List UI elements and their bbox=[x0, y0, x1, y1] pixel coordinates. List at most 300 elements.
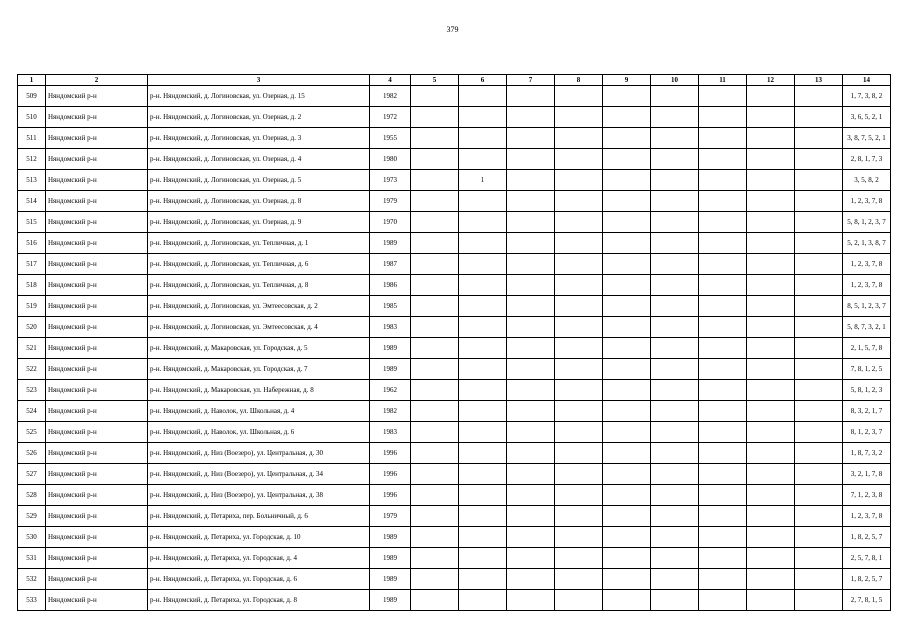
table-cell: 1989 bbox=[370, 527, 411, 548]
table-cell bbox=[411, 569, 459, 590]
table-cell bbox=[603, 569, 651, 590]
table-cell bbox=[507, 275, 555, 296]
table-cell: Няндомский р-н bbox=[46, 86, 148, 107]
table-cell bbox=[603, 149, 651, 170]
table-row bbox=[18, 296, 891, 317]
table-cell bbox=[795, 254, 843, 275]
table-cell bbox=[651, 485, 699, 506]
table-cell: 1979 bbox=[370, 506, 411, 527]
table-cell bbox=[555, 233, 603, 254]
table-cell: р-н. Няндомский, д. Петариха, ул. Городская, д. 10 bbox=[148, 527, 370, 548]
table-cell: 523 bbox=[18, 380, 46, 401]
table-cell bbox=[507, 401, 555, 422]
table-cell bbox=[795, 548, 843, 569]
table-cell: р-н. Няндомский, д. Наволок, ул. Школьная, д. 6 bbox=[148, 422, 370, 443]
table-row bbox=[18, 212, 891, 233]
table-cell bbox=[651, 107, 699, 128]
table-cell bbox=[459, 359, 507, 380]
table-cell: р-н. Няндомский, д. Логиновская, ул. Озерная, д. 3 bbox=[148, 128, 370, 149]
table-cell: 1973 bbox=[370, 170, 411, 191]
table-cell: 510 bbox=[18, 107, 46, 128]
table-cell bbox=[507, 569, 555, 590]
table-cell: Няндомский р-н bbox=[46, 317, 148, 338]
table-row bbox=[18, 191, 891, 212]
table-cell bbox=[747, 527, 795, 548]
table-cell: 2, 8, 1, 7, 3 bbox=[843, 149, 891, 170]
table-cell bbox=[747, 401, 795, 422]
table-cell bbox=[411, 170, 459, 191]
table-cell bbox=[747, 317, 795, 338]
table-cell bbox=[603, 359, 651, 380]
table-cell bbox=[795, 107, 843, 128]
table-cell: 519 bbox=[18, 296, 46, 317]
table-cell: 1989 bbox=[370, 590, 411, 611]
table-cell: 521 bbox=[18, 338, 46, 359]
table-cell: Няндомский р-н bbox=[46, 275, 148, 296]
table-row bbox=[18, 338, 891, 359]
table-cell: р-н. Няндомский, д. Логиновская, ул. Озерная, д. 2 bbox=[148, 107, 370, 128]
table-cell bbox=[795, 233, 843, 254]
table-cell bbox=[795, 86, 843, 107]
table-cell bbox=[507, 149, 555, 170]
table-row bbox=[18, 527, 891, 548]
table-cell bbox=[411, 359, 459, 380]
table-cell: 531 bbox=[18, 548, 46, 569]
table-cell bbox=[699, 254, 747, 275]
table-cell: 1987 bbox=[370, 254, 411, 275]
table-cell bbox=[795, 485, 843, 506]
table-cell: 3, 5, 8, 2 bbox=[843, 170, 891, 191]
table-cell bbox=[795, 527, 843, 548]
table-cell bbox=[603, 86, 651, 107]
table-cell bbox=[603, 275, 651, 296]
table-row bbox=[18, 548, 891, 569]
table-cell: 8, 3, 2, 1, 7 bbox=[843, 401, 891, 422]
table-cell: Няндомский р-н bbox=[46, 128, 148, 149]
table-cell bbox=[603, 338, 651, 359]
table-cell: Няндомский р-н bbox=[46, 380, 148, 401]
table-cell bbox=[507, 86, 555, 107]
table-cell bbox=[699, 296, 747, 317]
table-cell bbox=[699, 380, 747, 401]
table-cell bbox=[555, 527, 603, 548]
table-cell bbox=[603, 317, 651, 338]
table-cell bbox=[411, 275, 459, 296]
table-row bbox=[18, 485, 891, 506]
table-cell bbox=[651, 338, 699, 359]
table-cell bbox=[459, 317, 507, 338]
table-cell bbox=[411, 86, 459, 107]
table-cell bbox=[507, 338, 555, 359]
table-cell: 512 bbox=[18, 149, 46, 170]
table-cell: Няндомский р-н bbox=[46, 149, 148, 170]
table-cell: 2, 5, 7, 8, 1 bbox=[843, 548, 891, 569]
table-cell bbox=[603, 212, 651, 233]
table-cell: Няндомский р-н bbox=[46, 254, 148, 275]
table-cell bbox=[747, 569, 795, 590]
table-cell: 1986 bbox=[370, 275, 411, 296]
table-cell: Няндомский р-н bbox=[46, 212, 148, 233]
table-cell bbox=[507, 128, 555, 149]
table-cell bbox=[603, 107, 651, 128]
column-header: 7 bbox=[507, 75, 555, 86]
table-cell: р-н. Няндомский, д. Петариха, пер. Больничный, д. 6 bbox=[148, 506, 370, 527]
table-cell bbox=[603, 527, 651, 548]
table-cell: 7, 1, 2, 3, 8 bbox=[843, 485, 891, 506]
table-cell bbox=[603, 254, 651, 275]
table-cell bbox=[603, 506, 651, 527]
table-cell bbox=[603, 464, 651, 485]
table-cell bbox=[411, 443, 459, 464]
table-cell bbox=[555, 254, 603, 275]
table-cell bbox=[459, 380, 507, 401]
table-cell bbox=[603, 443, 651, 464]
table-cell bbox=[459, 569, 507, 590]
table-cell bbox=[555, 506, 603, 527]
table-cell bbox=[555, 86, 603, 107]
table-cell bbox=[699, 107, 747, 128]
table-cell bbox=[795, 338, 843, 359]
table-cell: 1, 2, 3, 7, 8 bbox=[843, 191, 891, 212]
table-cell bbox=[507, 590, 555, 611]
table-cell: 3, 6, 5, 2, 1 bbox=[843, 107, 891, 128]
table-cell bbox=[411, 548, 459, 569]
table-cell bbox=[747, 590, 795, 611]
table-cell: 511 bbox=[18, 128, 46, 149]
column-header: 8 bbox=[555, 75, 603, 86]
table-cell bbox=[795, 170, 843, 191]
table-cell bbox=[603, 422, 651, 443]
table-row bbox=[18, 359, 891, 380]
table-cell: 509 bbox=[18, 86, 46, 107]
table-cell: 528 bbox=[18, 485, 46, 506]
table-cell: р-н. Няндомский, д. Логиновская, ул. Озерная, д. 9 bbox=[148, 212, 370, 233]
table-cell: 2, 1, 5, 7, 8 bbox=[843, 338, 891, 359]
table-row bbox=[18, 149, 891, 170]
table-cell: Няндомский р-н bbox=[46, 107, 148, 128]
table-cell bbox=[699, 149, 747, 170]
table-cell bbox=[747, 254, 795, 275]
table-cell: р-н. Няндомский, д. Логиновская, ул. Эмтеесовская, д. 2 bbox=[148, 296, 370, 317]
table-body bbox=[18, 86, 891, 611]
table-cell bbox=[603, 233, 651, 254]
table-cell bbox=[411, 506, 459, 527]
table-cell bbox=[603, 401, 651, 422]
table-cell bbox=[411, 464, 459, 485]
table-cell: 530 bbox=[18, 527, 46, 548]
table-cell: р-н. Няндомский, д. Логиновская, ул. Озерная, д. 4 bbox=[148, 149, 370, 170]
table-cell bbox=[747, 359, 795, 380]
table-cell bbox=[651, 527, 699, 548]
table-cell: 5, 8, 1, 2, 3 bbox=[843, 380, 891, 401]
table-cell bbox=[411, 212, 459, 233]
table-cell bbox=[651, 443, 699, 464]
table-cell bbox=[699, 590, 747, 611]
table-cell bbox=[651, 191, 699, 212]
table-cell: Няндомский р-н bbox=[46, 359, 148, 380]
table-cell bbox=[795, 212, 843, 233]
table-cell: 5, 8, 1, 2, 3, 7 bbox=[843, 212, 891, 233]
table-cell bbox=[555, 338, 603, 359]
table-cell bbox=[699, 170, 747, 191]
table-cell: 2, 7, 8, 1, 5 bbox=[843, 590, 891, 611]
table-cell bbox=[555, 317, 603, 338]
table-cell: 529 bbox=[18, 506, 46, 527]
table-cell: 1 bbox=[459, 170, 507, 191]
table-cell bbox=[651, 275, 699, 296]
table-cell: Няндомский р-н bbox=[46, 401, 148, 422]
table-cell: 1, 2, 3, 7, 8 bbox=[843, 254, 891, 275]
column-header: 13 bbox=[795, 75, 843, 86]
table-cell bbox=[411, 485, 459, 506]
table-cell: 513 bbox=[18, 170, 46, 191]
table-cell bbox=[651, 212, 699, 233]
table-cell bbox=[747, 380, 795, 401]
table-cell bbox=[603, 296, 651, 317]
table-cell: р-н. Няндомский, д. Петариха, ул. Городская, д. 8 bbox=[148, 590, 370, 611]
table-cell bbox=[699, 275, 747, 296]
table-cell: р-н. Няндомский, д. Логиновская, ул. Озерная, д. 8 bbox=[148, 191, 370, 212]
table-cell: 1982 bbox=[370, 401, 411, 422]
table-cell bbox=[795, 149, 843, 170]
table-cell bbox=[507, 527, 555, 548]
table-cell: 532 bbox=[18, 569, 46, 590]
table-cell bbox=[699, 485, 747, 506]
table-row bbox=[18, 233, 891, 254]
table-cell bbox=[555, 275, 603, 296]
table-row bbox=[18, 128, 891, 149]
table-cell bbox=[555, 128, 603, 149]
table-cell: р-н. Няндомский, д. Логиновская, ул. Тепличная, д. 1 bbox=[148, 233, 370, 254]
table-cell: 1982 bbox=[370, 86, 411, 107]
table-cell bbox=[555, 485, 603, 506]
table-cell bbox=[459, 443, 507, 464]
table-cell: Няндомский р-н bbox=[46, 443, 148, 464]
table-cell bbox=[411, 149, 459, 170]
table-cell bbox=[459, 128, 507, 149]
table-cell bbox=[555, 443, 603, 464]
table-cell bbox=[507, 212, 555, 233]
table-cell: 515 bbox=[18, 212, 46, 233]
table-cell: р-н. Няндомский, д. Логиновская, ул. Тепличная, д. 6 bbox=[148, 254, 370, 275]
table-row bbox=[18, 590, 891, 611]
table-row bbox=[18, 107, 891, 128]
table-row bbox=[18, 569, 891, 590]
table-cell bbox=[699, 569, 747, 590]
column-header: 4 bbox=[370, 75, 411, 86]
table-cell bbox=[459, 86, 507, 107]
table-cell: Няндомский р-н bbox=[46, 506, 148, 527]
table-cell bbox=[507, 191, 555, 212]
table-cell bbox=[795, 422, 843, 443]
register-table bbox=[17, 74, 891, 611]
table-cell bbox=[795, 317, 843, 338]
table-cell: 1983 bbox=[370, 317, 411, 338]
table-cell bbox=[603, 128, 651, 149]
table-cell: 1989 bbox=[370, 569, 411, 590]
table-cell bbox=[411, 128, 459, 149]
table-cell bbox=[507, 359, 555, 380]
table-cell: 1989 bbox=[370, 233, 411, 254]
table-cell bbox=[651, 359, 699, 380]
table-cell: 1996 bbox=[370, 464, 411, 485]
table-cell bbox=[795, 569, 843, 590]
column-header: 11 bbox=[699, 75, 747, 86]
column-header: 1 bbox=[18, 75, 46, 86]
table-cell: р-н. Няндомский, д. Низ (Воезеро), ул. Центральная, д. 34 bbox=[148, 464, 370, 485]
table-cell: р-н. Няндомский, д. Макаровская, ул. Набережная, д. 8 bbox=[148, 380, 370, 401]
table-cell bbox=[507, 317, 555, 338]
table-cell bbox=[411, 317, 459, 338]
table-row bbox=[18, 401, 891, 422]
table-cell: 525 bbox=[18, 422, 46, 443]
table-cell bbox=[699, 359, 747, 380]
table-cell bbox=[459, 233, 507, 254]
table-cell: р-н. Няндомский, д. Петариха, ул. Городская, д. 6 bbox=[148, 569, 370, 590]
table-cell bbox=[411, 338, 459, 359]
table-cell bbox=[459, 422, 507, 443]
table-cell bbox=[411, 296, 459, 317]
table-cell bbox=[747, 233, 795, 254]
table-cell bbox=[795, 359, 843, 380]
table-cell: Няндомский р-н bbox=[46, 233, 148, 254]
table-cell: 1979 bbox=[370, 191, 411, 212]
table-cell bbox=[507, 422, 555, 443]
table-cell bbox=[459, 275, 507, 296]
table-header-row bbox=[18, 75, 891, 86]
table-cell: р-н. Няндомский, д. Низ (Воезеро), ул. Центральная, д. 30 bbox=[148, 443, 370, 464]
table-cell: 514 bbox=[18, 191, 46, 212]
column-header: 2 bbox=[46, 75, 148, 86]
table-cell: 1985 bbox=[370, 296, 411, 317]
table-cell bbox=[555, 296, 603, 317]
table-cell bbox=[603, 485, 651, 506]
table-cell: 516 bbox=[18, 233, 46, 254]
table-cell bbox=[699, 527, 747, 548]
table-cell bbox=[603, 170, 651, 191]
table-cell: р-н. Няндомский, д. Логиновская, ул. Озерная, д. 5 bbox=[148, 170, 370, 191]
table-cell bbox=[411, 590, 459, 611]
table-cell: 1, 8, 2, 5, 7 bbox=[843, 569, 891, 590]
column-header: 5 bbox=[411, 75, 459, 86]
table-cell: Няндомский р-н bbox=[46, 191, 148, 212]
column-header: 3 bbox=[148, 75, 370, 86]
table-row bbox=[18, 275, 891, 296]
table-cell bbox=[651, 380, 699, 401]
table-cell bbox=[459, 485, 507, 506]
table-cell: р-н. Няндомский, д. Логиновская, ул. Эмтеесовская, д. 4 bbox=[148, 317, 370, 338]
table-cell bbox=[459, 254, 507, 275]
table-cell: 1, 8, 7, 3, 2 bbox=[843, 443, 891, 464]
table-cell bbox=[747, 548, 795, 569]
table-cell: Няндомский р-н bbox=[46, 422, 148, 443]
table-cell bbox=[507, 485, 555, 506]
table-cell: Няндомский р-н bbox=[46, 548, 148, 569]
table-cell bbox=[795, 464, 843, 485]
table-cell bbox=[699, 422, 747, 443]
table-cell bbox=[699, 506, 747, 527]
table-cell bbox=[651, 254, 699, 275]
table-cell bbox=[555, 464, 603, 485]
table-cell bbox=[795, 401, 843, 422]
table-cell bbox=[459, 548, 507, 569]
table-cell bbox=[507, 233, 555, 254]
table-cell bbox=[555, 149, 603, 170]
table-row bbox=[18, 86, 891, 107]
table-cell bbox=[651, 590, 699, 611]
table-cell bbox=[747, 443, 795, 464]
table-row bbox=[18, 170, 891, 191]
table-cell bbox=[699, 191, 747, 212]
table-cell bbox=[747, 485, 795, 506]
table-cell: р-н. Няндомский, д. Наволок, ул. Школьная, д. 4 bbox=[148, 401, 370, 422]
table-cell bbox=[555, 548, 603, 569]
table-cell bbox=[699, 212, 747, 233]
table-cell bbox=[555, 212, 603, 233]
table-cell: 8, 5, 1, 2, 3, 7 bbox=[843, 296, 891, 317]
table-cell bbox=[411, 527, 459, 548]
table-cell bbox=[507, 170, 555, 191]
table-cell bbox=[507, 464, 555, 485]
table-cell bbox=[555, 380, 603, 401]
table-cell bbox=[651, 464, 699, 485]
table-cell: 1962 bbox=[370, 380, 411, 401]
table-cell bbox=[459, 590, 507, 611]
table-cell bbox=[795, 296, 843, 317]
table-cell bbox=[651, 401, 699, 422]
table-cell bbox=[699, 443, 747, 464]
table-cell: 1972 bbox=[370, 107, 411, 128]
table-cell bbox=[459, 296, 507, 317]
column-header: 9 bbox=[603, 75, 651, 86]
table-cell: 5, 2, 1, 3, 8, 7 bbox=[843, 233, 891, 254]
table-cell bbox=[747, 338, 795, 359]
table-cell: Няндомский р-н bbox=[46, 338, 148, 359]
table-cell: 3, 8, 7, 5, 2, 1 bbox=[843, 128, 891, 149]
table-cell: 1, 2, 3, 7, 8 bbox=[843, 275, 891, 296]
table-cell: р-н. Няндомский, д. Петариха, ул. Городская, д. 4 bbox=[148, 548, 370, 569]
table-cell bbox=[651, 422, 699, 443]
table-cell bbox=[651, 548, 699, 569]
table-cell bbox=[555, 359, 603, 380]
table-row bbox=[18, 464, 891, 485]
table-cell: Няндомский р-н bbox=[46, 170, 148, 191]
table-cell bbox=[459, 527, 507, 548]
page-number: 379 bbox=[446, 25, 459, 34]
table-cell bbox=[555, 191, 603, 212]
table-cell bbox=[411, 380, 459, 401]
table-cell bbox=[795, 275, 843, 296]
table-cell: 3, 2, 1, 7, 8 bbox=[843, 464, 891, 485]
table-cell bbox=[651, 569, 699, 590]
table-cell: 1996 bbox=[370, 485, 411, 506]
table-cell bbox=[747, 506, 795, 527]
table-cell bbox=[507, 107, 555, 128]
table-row bbox=[18, 380, 891, 401]
table-cell: р-н. Няндомский, д. Логиновская, ул. Озерная, д. 15 bbox=[148, 86, 370, 107]
table-cell bbox=[555, 569, 603, 590]
table-cell bbox=[507, 380, 555, 401]
table-cell: 1955 bbox=[370, 128, 411, 149]
table-cell bbox=[555, 590, 603, 611]
table-cell bbox=[555, 170, 603, 191]
table-cell: Няндомский р-н bbox=[46, 527, 148, 548]
table-row bbox=[18, 506, 891, 527]
table-cell bbox=[699, 548, 747, 569]
table-cell bbox=[795, 506, 843, 527]
table-cell: 1989 bbox=[370, 548, 411, 569]
table-cell: р-н. Няндомский, д. Логиновская, ул. Тепличная, д. 8 bbox=[148, 275, 370, 296]
